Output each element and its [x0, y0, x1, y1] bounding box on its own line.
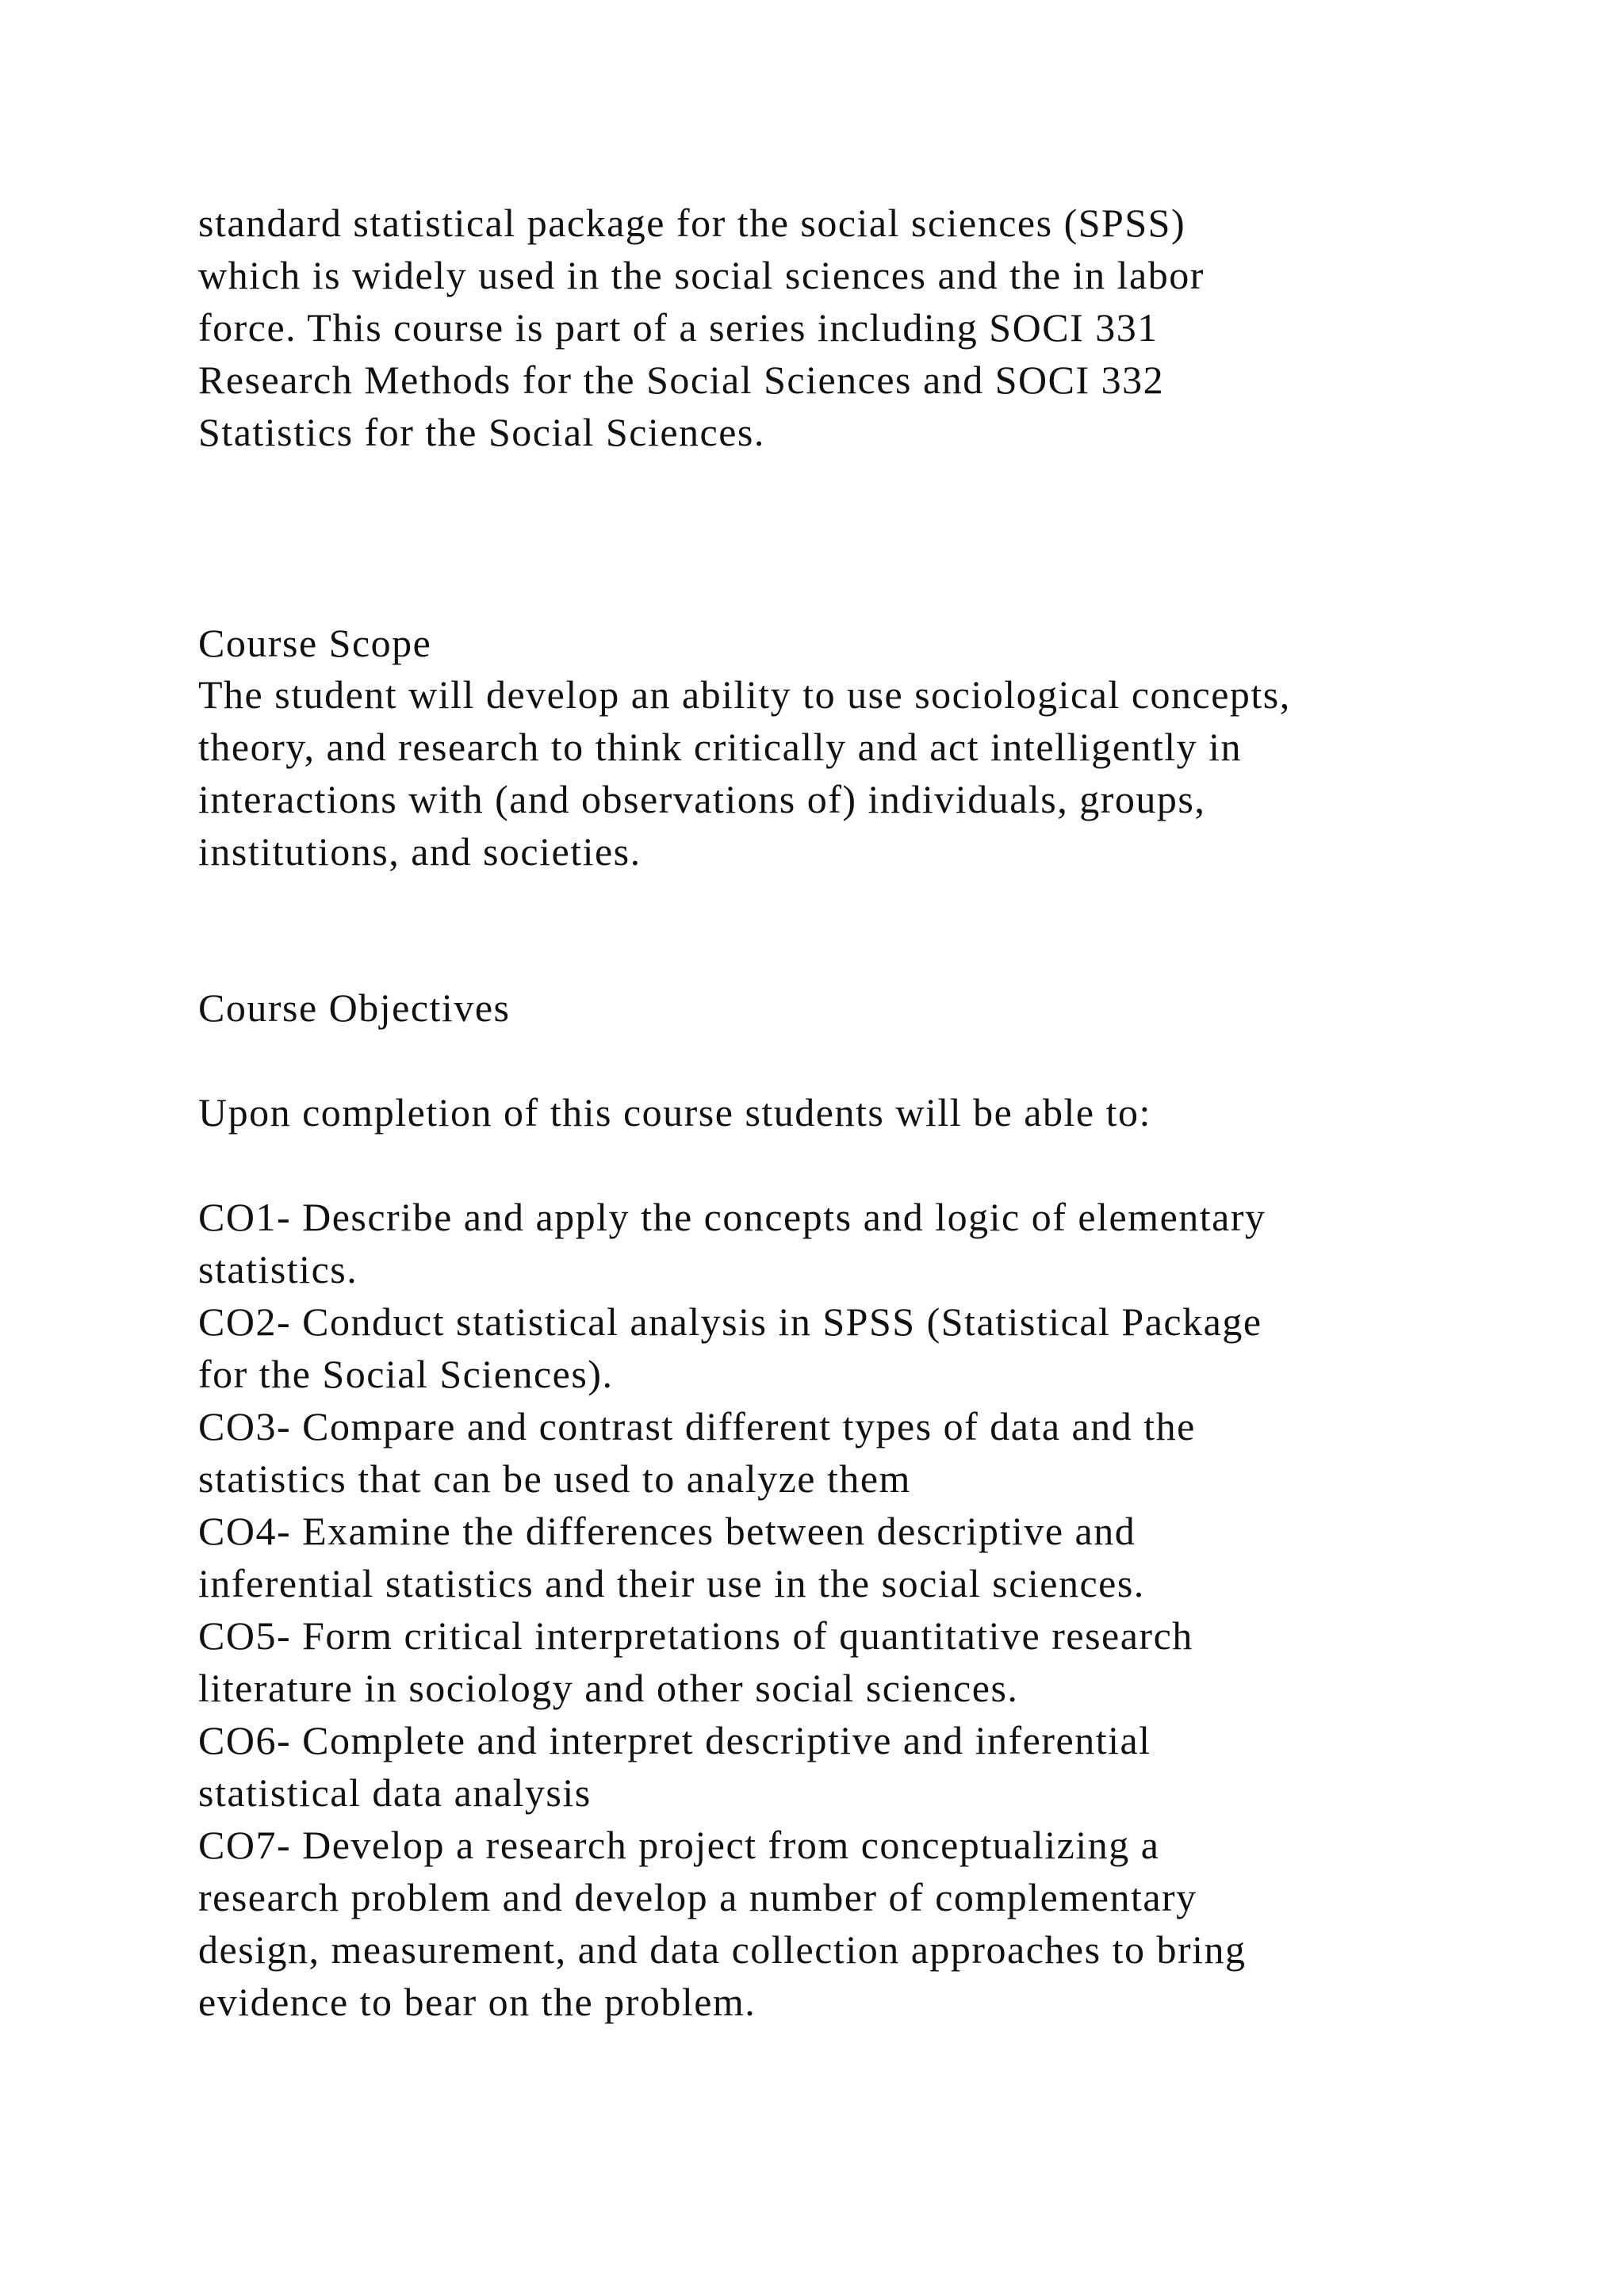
objective-line-15: design, measurement, and data collection approaches to bring [198, 1927, 1247, 1972]
scope-line-2: theory, and research to think critically and act intelligently in [198, 725, 1243, 769]
scope-line-4: institutions, and societies. [198, 829, 642, 874]
objective-line-11: CO6- Complete and interpret descriptive and inferential [198, 1718, 1151, 1762]
objective-line-8: inferential statistics and their use in the social sciences. [198, 1561, 1145, 1605]
intro-line-5: Statistics for the Social Sciences. [198, 410, 765, 454]
objectives-lead: Upon completion of this course students will be able to: [198, 1090, 1151, 1135]
objective-line-3: CO2- Conduct statistical analysis in SPSS (Statistical Package [198, 1299, 1262, 1344]
intro-line-1: standard statistical package for the social sciences (SPSS) [198, 201, 1186, 245]
intro-line-4: Research Methods for the Social Sciences and SOCI 332 [198, 358, 1165, 402]
objective-line-4: for the Social Sciences). [198, 1352, 614, 1396]
objective-line-5: CO3- Compare and contrast different types of data and the [198, 1404, 1196, 1448]
intro-line-2: which is widely used in the social sciences and the in labor [198, 253, 1205, 297]
objective-line-2: statistics. [198, 1247, 358, 1292]
objective-line-13: CO7- Develop a research project from conceptualizing a [198, 1823, 1160, 1867]
objective-line-9: CO5- Form critical interpretations of quantitative research [198, 1613, 1193, 1658]
objective-line-1: CO1- Describe and apply the concepts and logic of elementary [198, 1195, 1266, 1239]
course-scope-heading: Course Scope [198, 621, 432, 665]
course-objectives-heading: Course Objectives [198, 985, 511, 1030]
objective-line-14: research problem and develop a number of complementary [198, 1875, 1197, 1919]
intro-line-3: force. This course is part of a series including SOCI 331 [198, 305, 1159, 350]
objective-line-12: statistical data analysis [198, 1770, 592, 1815]
objective-line-7: CO4- Examine the differences between descriptive and [198, 1509, 1136, 1553]
objective-line-10: literature in sociology and other social sciences. [198, 1666, 1019, 1710]
scope-line-3: interactions with (and observations of) individuals, groups, [198, 777, 1206, 821]
objective-line-16: evidence to bear on the problem. [198, 1980, 756, 2024]
objective-line-6: statistics that can be used to analyze them [198, 1456, 911, 1501]
scope-line-1: The student will develop an ability to use sociological concepts, [198, 672, 1291, 717]
